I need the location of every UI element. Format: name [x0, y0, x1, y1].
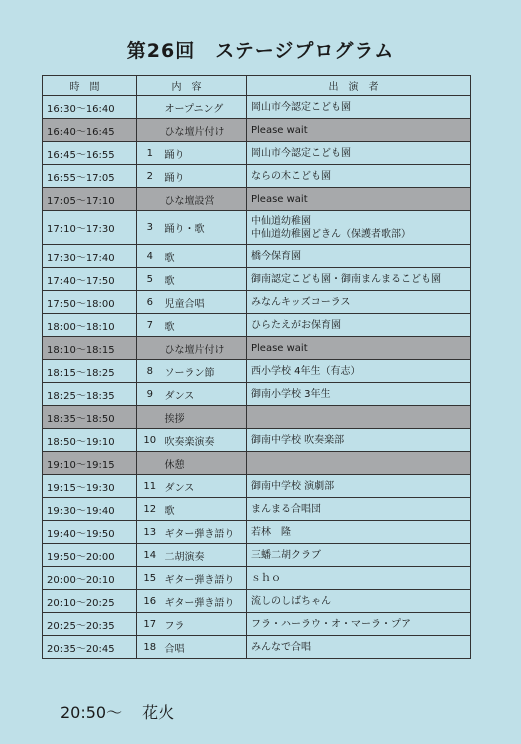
- time-cell-text: 20:35〜20:45: [47, 643, 115, 655]
- program-row: [43, 613, 471, 636]
- number-cell-text: 4: [146, 250, 153, 262]
- content-cell: [163, 96, 247, 119]
- number-cell: [137, 498, 163, 521]
- program-row: [43, 188, 471, 211]
- performer-cell: [247, 314, 471, 337]
- number-cell: [137, 314, 163, 337]
- number-cell: [137, 268, 163, 291]
- content-cell: [163, 590, 247, 613]
- performer-cell-text: 若林 隆: [251, 526, 291, 538]
- program-row: [43, 119, 471, 142]
- header-row: [43, 76, 471, 96]
- performer-cell-text: 御南中学校 演劇部: [251, 480, 335, 492]
- number-cell: [137, 119, 163, 142]
- content-cell-text: 歌: [164, 275, 175, 287]
- content-cell-text: フラ: [164, 620, 185, 632]
- content-cell: [163, 119, 247, 142]
- content-cell-text: 二胡演奏: [164, 551, 205, 563]
- content-cell-text: ひな壇設営: [164, 195, 215, 207]
- header-performer: 出演者: [247, 76, 471, 96]
- number-cell-text: 9: [146, 388, 153, 400]
- content-cell-text: ギター弾き語り: [164, 597, 235, 609]
- program-row: [43, 475, 471, 498]
- number-cell-text: 2: [146, 170, 153, 182]
- performer-cell-text: Please wait: [251, 124, 308, 136]
- number-cell: [137, 360, 163, 383]
- time-cell-text: 20:00〜20:10: [47, 574, 115, 586]
- content-cell: [163, 498, 247, 521]
- time-cell-text: 18:25〜18:35: [47, 390, 115, 402]
- program-row: [43, 383, 471, 406]
- footer: [60, 700, 174, 723]
- performer-cell: [247, 337, 471, 360]
- time-cell: [43, 165, 137, 188]
- program-row: [43, 498, 471, 521]
- footer-event: 花火: [142, 703, 175, 722]
- time-cell: [43, 337, 137, 360]
- content-cell-text: ダンス: [164, 390, 195, 402]
- performer-cell-text: 橋今保育園: [251, 250, 301, 262]
- time-cell-text: 17:40〜17:50: [47, 275, 115, 287]
- performer-cell: [247, 590, 471, 613]
- content-cell-text: ダンス: [164, 482, 195, 494]
- performer-cell: [247, 360, 471, 383]
- program-row: [43, 636, 471, 659]
- time-cell-text: 19:40〜19:50: [47, 528, 115, 540]
- performer-cell-text: ひらたえがお保育園: [251, 319, 341, 331]
- performer-cell: [247, 498, 471, 521]
- performer-cell: [247, 268, 471, 291]
- time-cell-text: 16:45〜16:55: [47, 149, 115, 161]
- performer-cell: [247, 613, 471, 636]
- number-cell: [137, 429, 163, 452]
- content-cell: [163, 406, 247, 429]
- time-cell: [43, 96, 137, 119]
- content-cell-text: 吹奏楽演奏: [164, 436, 215, 448]
- performer-cell-text: 流しのしばちゃん: [251, 595, 331, 607]
- time-cell: [43, 613, 137, 636]
- content-cell-text: ひな壇片付け: [164, 126, 225, 138]
- number-cell-text: 10: [143, 434, 157, 446]
- time-cell: [43, 314, 137, 337]
- content-cell-text: 歌: [164, 505, 175, 517]
- program-row: [43, 245, 471, 268]
- time-cell-text: 18:15〜18:25: [47, 367, 115, 379]
- performer-cell: [247, 211, 471, 245]
- program-row: [43, 142, 471, 165]
- time-cell: [43, 211, 137, 245]
- performer-cell-text: ｓｈｏ: [251, 572, 281, 584]
- header-content: 内容: [137, 76, 247, 96]
- performer-cell-text-line2: 中仙道幼稚園どきん（保護者歌部）: [251, 228, 411, 240]
- content-cell: [163, 567, 247, 590]
- content-cell-text: ギター弾き語り: [164, 574, 235, 586]
- time-cell: [43, 245, 137, 268]
- number-cell-text: 17: [143, 618, 157, 630]
- time-cell: [43, 544, 137, 567]
- content-cell: [163, 314, 247, 337]
- program-row: [43, 567, 471, 590]
- footer-time: 20:50〜: [60, 703, 123, 722]
- performer-cell-text: 中仙道幼稚園: [251, 215, 311, 227]
- performer-cell: [247, 452, 471, 475]
- number-cell: [137, 245, 163, 268]
- program-row: [43, 165, 471, 188]
- page-title: 第26回 ステージプログラム: [126, 40, 395, 62]
- content-cell: [163, 142, 247, 165]
- performer-cell-text: 岡山市今認定こども園: [251, 147, 351, 159]
- performer-cell-text: 岡山市今認定こども園: [251, 101, 351, 113]
- content-cell-text: オープニング: [164, 103, 224, 115]
- content-cell: [163, 452, 247, 475]
- performer-cell-text: みなんキッズコーラス: [251, 296, 351, 308]
- time-cell: [43, 406, 137, 429]
- time-cell-text: 16:40〜16:45: [47, 126, 115, 138]
- content-cell-text: 合唱: [164, 643, 185, 655]
- program-row: [43, 406, 471, 429]
- content-cell: [163, 429, 247, 452]
- number-cell: [137, 452, 163, 475]
- program-row: [43, 590, 471, 613]
- header-time: 時間: [43, 76, 137, 96]
- time-cell: [43, 268, 137, 291]
- number-cell-text: 18: [143, 641, 157, 653]
- content-cell: [163, 383, 247, 406]
- number-cell: [137, 337, 163, 360]
- content-cell-text: 歌: [164, 321, 175, 333]
- number-cell: [137, 475, 163, 498]
- time-cell: [43, 383, 137, 406]
- content-cell: [163, 268, 247, 291]
- number-cell-text: 13: [143, 526, 157, 538]
- performer-cell-text: みんなで合唱: [251, 641, 311, 653]
- content-cell: [163, 188, 247, 211]
- content-cell-text: ひな壇片付け: [164, 344, 225, 356]
- number-cell-text: 5: [146, 273, 153, 285]
- content-cell-text: 歌: [164, 252, 175, 264]
- time-cell: [43, 360, 137, 383]
- time-cell: [43, 475, 137, 498]
- program-row: [43, 429, 471, 452]
- program-row: [43, 337, 471, 360]
- time-cell: [43, 521, 137, 544]
- time-cell: [43, 498, 137, 521]
- number-cell: [137, 567, 163, 590]
- performer-cell: [247, 142, 471, 165]
- time-cell-text: 18:50〜19:10: [47, 436, 115, 448]
- performer-cell: [247, 475, 471, 498]
- number-cell: [137, 165, 163, 188]
- performer-cell: [247, 567, 471, 590]
- number-cell: [137, 188, 163, 211]
- time-cell-text: 18:35〜18:50: [47, 413, 115, 425]
- time-cell-text: 17:50〜18:00: [47, 298, 115, 310]
- performer-cell: [247, 245, 471, 268]
- number-cell-text: 1: [146, 147, 153, 159]
- program-row: [43, 96, 471, 119]
- time-cell-text: 20:25〜20:35: [47, 620, 115, 632]
- number-cell-text: 14: [143, 549, 157, 561]
- performer-cell-text: フラ・ハーラウ・オ・マーラ・プア: [251, 618, 411, 630]
- time-cell-text: 19:15〜19:30: [47, 482, 115, 494]
- number-cell-text: 3: [146, 222, 153, 233]
- content-cell-text: 踊り: [164, 172, 185, 184]
- performer-cell-text: 御南中学校 吹奏楽部: [251, 434, 345, 446]
- number-cell: [137, 544, 163, 567]
- content-cell-text: ソーラン節: [164, 367, 215, 379]
- content-cell-text: 挨拶: [164, 413, 185, 425]
- program-row: [43, 291, 471, 314]
- number-cell: [137, 383, 163, 406]
- number-cell: [137, 211, 163, 245]
- number-cell: [137, 590, 163, 613]
- performer-cell: [247, 521, 471, 544]
- time-cell: [43, 567, 137, 590]
- time-cell: [43, 119, 137, 142]
- time-cell: [43, 429, 137, 452]
- time-cell: [43, 142, 137, 165]
- content-cell: [163, 165, 247, 188]
- performer-cell-text: 御南小学校 3年生: [251, 388, 331, 400]
- number-cell-text: 8: [146, 365, 153, 377]
- number-cell-text: 6: [146, 296, 153, 308]
- content-cell: [163, 245, 247, 268]
- content-cell-text: 休憩: [164, 459, 185, 471]
- number-cell-text: 11: [143, 480, 157, 492]
- content-cell-text: 踊り・歌: [164, 224, 205, 235]
- performer-cell-text: Please wait: [251, 193, 308, 205]
- content-cell: [163, 291, 247, 314]
- performer-cell: [247, 165, 471, 188]
- time-cell: [43, 590, 137, 613]
- performer-cell: [247, 96, 471, 119]
- performer-cell: [247, 119, 471, 142]
- performer-cell: [247, 188, 471, 211]
- number-cell-text: 7: [146, 319, 153, 331]
- program-row: [43, 544, 471, 567]
- program-row: [43, 452, 471, 475]
- content-cell-text: ギター弾き語り: [164, 528, 235, 540]
- content-cell: [163, 636, 247, 659]
- time-cell-text: 19:10〜19:15: [47, 459, 115, 471]
- number-cell: [137, 291, 163, 314]
- content-cell: [163, 211, 247, 245]
- time-cell: [43, 636, 137, 659]
- time-cell: [43, 452, 137, 475]
- time-cell-text: 18:00〜18:10: [47, 321, 115, 333]
- performer-cell: [247, 636, 471, 659]
- number-cell: [137, 406, 163, 429]
- number-cell: [137, 521, 163, 544]
- content-cell: [163, 613, 247, 636]
- time-cell-text: 16:55〜17:05: [47, 172, 115, 184]
- time-cell-text: 18:10〜18:15: [47, 344, 115, 356]
- program-row: [43, 314, 471, 337]
- time-cell-text: 16:30〜16:40: [47, 103, 115, 115]
- performer-cell-text: 御南認定こども園・御南まんまるこども園: [251, 273, 441, 285]
- performer-cell: [247, 291, 471, 314]
- performer-cell: [247, 544, 471, 567]
- performer-cell-text: 三蟠二胡クラブ: [251, 549, 321, 561]
- program-row: [43, 521, 471, 544]
- time-cell: [43, 291, 137, 314]
- performer-cell-text: まんまる合唱団: [251, 503, 321, 515]
- performer-cell-text: ならの木こども園: [251, 170, 331, 182]
- program-table: [42, 75, 471, 659]
- time-cell: [43, 188, 137, 211]
- time-cell-text: 17:30〜17:40: [47, 252, 115, 264]
- content-cell: [163, 544, 247, 567]
- program-row: [43, 268, 471, 291]
- number-cell-text: 16: [143, 595, 157, 607]
- number-cell: [137, 636, 163, 659]
- time-cell-text: 19:30〜19:40: [47, 505, 115, 517]
- program-row: [43, 211, 471, 245]
- content-cell: [163, 337, 247, 360]
- number-cell-text: 15: [143, 572, 157, 584]
- content-cell-text: 児童合唱: [164, 298, 205, 310]
- content-cell: [163, 521, 247, 544]
- time-cell-text: 17:05〜17:10: [47, 195, 115, 207]
- performer-cell: [247, 429, 471, 452]
- time-cell-text: 20:10〜20:25: [47, 597, 115, 609]
- number-cell: [137, 613, 163, 636]
- performer-cell-text: 西小学校 4年生（有志）: [251, 365, 361, 377]
- performer-cell-text: Please wait: [251, 342, 308, 354]
- content-cell-text: 踊り: [164, 149, 185, 161]
- program-row: [43, 360, 471, 383]
- performer-cell: [247, 383, 471, 406]
- number-cell: [137, 142, 163, 165]
- content-cell: [163, 475, 247, 498]
- time-cell-text: 17:10〜17:30: [47, 224, 115, 235]
- number-cell: [137, 96, 163, 119]
- number-cell-text: 12: [143, 503, 157, 515]
- performer-cell: [247, 406, 471, 429]
- time-cell-text: 19:50〜20:00: [47, 551, 115, 563]
- content-cell: [163, 360, 247, 383]
